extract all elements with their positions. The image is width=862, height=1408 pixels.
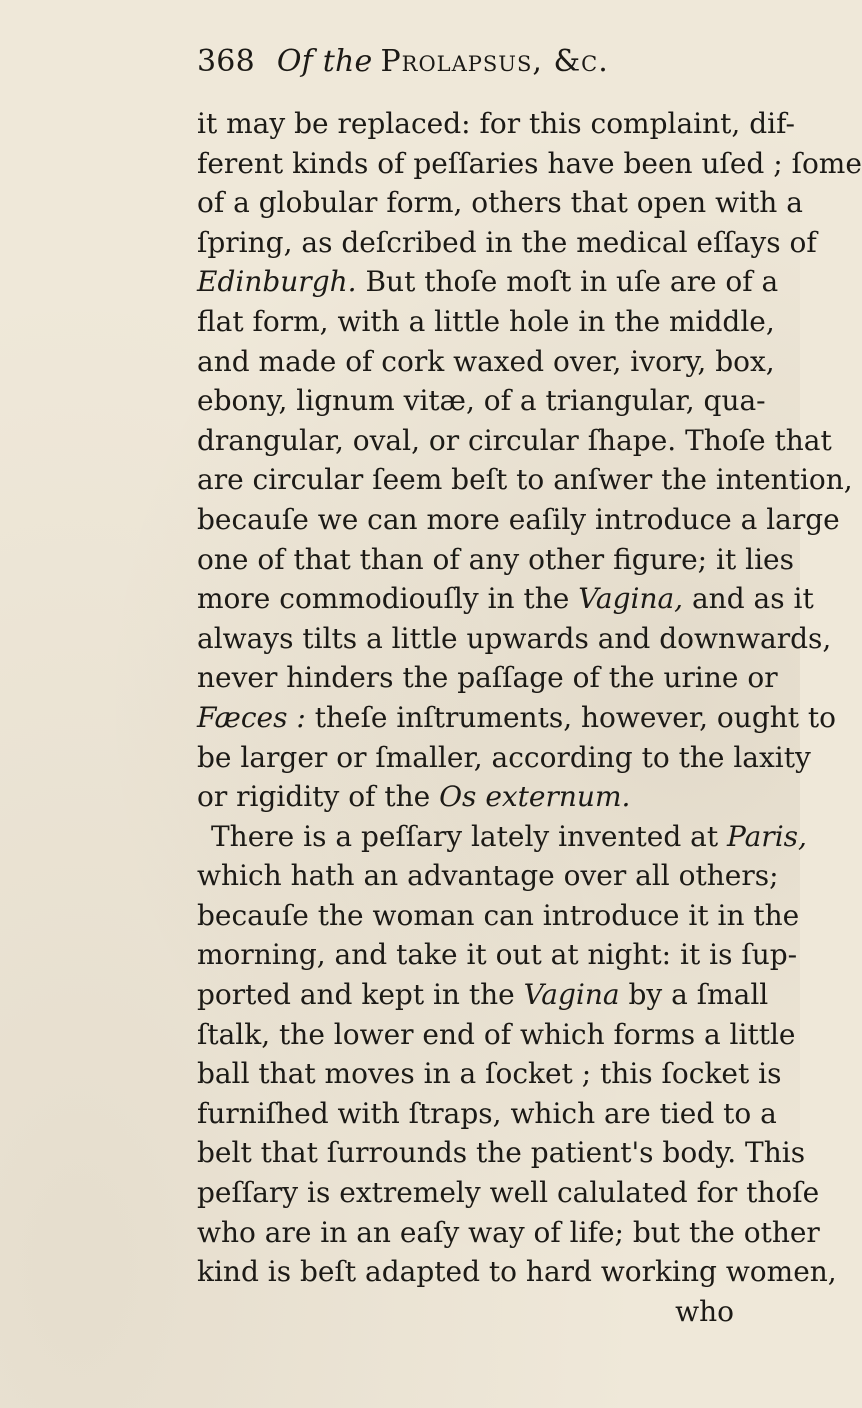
text-line (197, 540, 794, 580)
text-line (197, 579, 814, 619)
text-line (197, 1133, 806, 1173)
italic-text: Paris, (727, 819, 807, 853)
text-segment: and as it (683, 582, 814, 616)
text-segment: always tilts a little upwards and downwards, (197, 621, 832, 655)
text-segment: which hath an advantage over all others; (197, 859, 779, 893)
text-segment: ball that moves in a ſocket ; this ſocket is (197, 1057, 782, 1091)
text-segment: belt that ſurrounds the patient's body. This (197, 1136, 806, 1170)
italic-text: Os externum. (439, 780, 631, 814)
text-segment: peſſary is extremely well calulated for thoſe (197, 1176, 820, 1210)
text-line (197, 302, 775, 342)
italic-text: Fæces : (197, 700, 306, 734)
text-segment: who are in an eaſy way of life; but the other (197, 1215, 820, 1249)
text-line (197, 421, 832, 461)
text-segment: ported and kept in the (197, 978, 524, 1012)
text-segment: by a ſmall (619, 978, 769, 1012)
text-segment: ebony, lignum vitæ, of a triangular, qua- (197, 384, 766, 418)
text-line (197, 1213, 820, 1253)
text-line (197, 223, 817, 263)
text-segment: ſtalk, the lower end of which forms a little (197, 1017, 796, 1051)
text-line (197, 342, 775, 382)
text-segment: and made of cork waxed over, ivory, box, (197, 344, 775, 378)
text-segment: never hinders the paſſage of the urine or (197, 661, 778, 695)
italic-text: Vagina (523, 978, 620, 1012)
text-line (197, 262, 779, 302)
text-segment: it may be replaced: for this complaint, dif- (197, 107, 795, 140)
catchword-text: who (675, 1294, 734, 1328)
text-segment: But thoſe moſt in uſe are of a (356, 265, 779, 299)
italic-text: Vagina, (578, 582, 684, 616)
text-line (197, 698, 837, 738)
text-segment: be larger or ſmaller, according to the laxity (197, 740, 811, 774)
header-title: Prolapsus, &c. (380, 44, 609, 79)
text-segment: morning, and take it out at night: it is ſup- (197, 938, 798, 972)
text-line (197, 896, 800, 936)
text-segment: or rigidity of the (197, 780, 440, 814)
text-line (197, 381, 766, 421)
text-segment: furniſhed with ſtraps, which are tied to a (197, 1096, 777, 1130)
text-line (197, 183, 803, 223)
text-line (197, 1173, 820, 1213)
text-line (197, 738, 811, 778)
text-line (197, 619, 832, 659)
text-line (197, 1015, 796, 1055)
text-line (197, 817, 807, 857)
text-segment: more commodiouſly in the (197, 582, 579, 616)
text-line (197, 856, 779, 896)
text-line (197, 777, 742, 817)
running-header (197, 44, 609, 79)
text-line (197, 460, 853, 500)
text-line (197, 935, 798, 975)
page-number: 368 (197, 44, 255, 79)
text-segment: flat form, with a little hole in the middle, (197, 304, 775, 338)
text-line (197, 144, 862, 184)
italic-text: Edinburgh. (197, 265, 357, 299)
text-segment: drangular, oval, or circular ſhape. Thoſe that (197, 423, 832, 457)
text-segment: of a globular form, others that open with a (197, 186, 803, 220)
text-segment: kind is beſt adapted to hard working women, (197, 1255, 837, 1289)
text-segment: becauſe we can more eaſily introduce a large (197, 502, 840, 536)
text-line (197, 975, 769, 1015)
text-segment: There is a peſſary lately invented at (211, 819, 728, 853)
text-line (197, 1094, 777, 1134)
text-segment: becauſe the woman can introduce it in the (197, 898, 800, 932)
text-segment: one of that than of any other figure; it lies (197, 542, 794, 576)
text-segment: are circular ſeem beſt to anſwer the intention, (197, 463, 853, 497)
text-line (197, 1252, 837, 1292)
text-line (197, 1054, 782, 1094)
text-segment: ſpring, as deſcribed in the medical eſſays of (197, 225, 817, 259)
catchword (197, 1292, 742, 1332)
header-of-the: Of the (276, 44, 373, 79)
text-line (197, 500, 840, 540)
text-line (197, 104, 795, 144)
text-line (197, 658, 778, 698)
text-segment: ferent kinds of peſſaries have been uſed ; ſome (197, 146, 862, 180)
body-text (197, 104, 862, 1331)
text-segment: theſe inſtruments, however, ought to (305, 700, 837, 734)
